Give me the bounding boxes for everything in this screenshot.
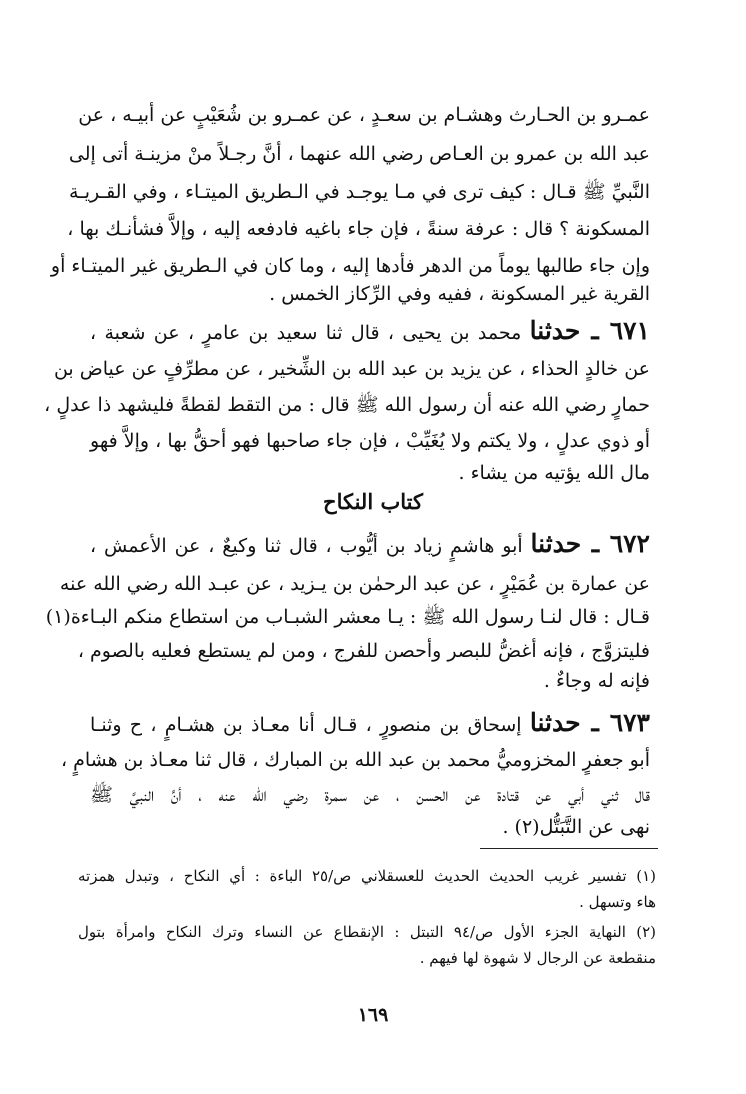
hadith-chain-text: إسحاق بن منصورٍ ، قـال أنا معـاذ بن هشـامٍ ، ح وثنـا <box>90 714 530 736</box>
hadith-heading-line <box>90 527 650 561</box>
hadith-chain-text: أبو هاشمٍ زياد بن أيُّوب ، قال ثنا وكيعٌ ، عن الأعمش ، <box>90 535 531 557</box>
footnote-line: (٢) النهاية الجزء الأول ص/٩٤ التبتل : الإنقطاع عن النساء وترك النكاح وامرأة بتول <box>78 923 657 941</box>
hadith-text-line: عمـرو بن الحـارث وهشـام بن سعـدٍ ، عن عمـرو بن شُعَيْبٍ عن أبيـه ، عن <box>78 104 650 126</box>
hadith-text-line: القرية غير المسكونة ، ففيه وفي الرِّكاز الخمس . <box>269 283 650 305</box>
hadith-text-line: أو ذوي عدلٍ ، ولا يكتم ولا يُغَيِّبْ ، فإن جاء صاحبها فهو أحقُّ بها ، وإلاَّ فهو <box>90 430 651 452</box>
hadith-heading-line <box>90 706 650 740</box>
chapter-title: كتاب النكاح <box>323 489 423 514</box>
hadith-text-line: حمارٍ رضي الله عنه أن رسول الله ﷺ قال : من التقط لقطةً فليشهد ذا عدلٍ ، <box>44 394 650 416</box>
hadith-text-line: عن عمارة بن عُمَيْرٍ ، عن عبد الرحمٰن بن يـزيد ، عن عبـد الله رضي الله عنه <box>59 573 650 595</box>
hadith-number: ٦٧٣ ـ حدثنا <box>529 708 650 737</box>
footnote-line: هاء وتسهل . <box>579 893 656 911</box>
hadith-text-line: أبو جعفرٍ المخزوميُّ محمد بن عبد الله بن المبارك ، قال ثنا معـاذ بن هشامٍ ، <box>60 749 650 771</box>
page-number: ١٦٩ <box>357 1004 389 1026</box>
hadith-text-line: المسكونة ؟ قال : عرفة سنةً ، فإن جاء باغيه فادفعه إليه ، وإلاَّ فشأنـك بها ، <box>67 218 650 240</box>
footnote-line: (١) تفسير غريب الحديث الحديث للعسقلاني ص/٢٥ الباءة : أي النكاح ، وتبدل همزته <box>78 867 656 885</box>
hadith-text-line: قال ثني أبي عن قتادة عن الحسن ، عن سمرة رضي الله عنه ، أنَّ النبيَّ ﷺ <box>90 784 650 806</box>
hadith-text-line: فإنه له وجاءٌ . <box>543 670 650 692</box>
hadith-number: ٦٧٢ ـ حدثنا <box>530 529 650 558</box>
hadith-text-line: قـال : قال لنـا رسول الله ﷺ : يـا معشر الشبـاب من استطاع منكم البـاءة(١) <box>45 606 650 628</box>
hadith-text-line: وإن جاء طالبها يوماً من الدهر فأدها إليه ، وما كان في الـطريق غير الميتـاء أو <box>50 255 650 277</box>
hadith-chain-text: محمد بن يحيى ، قال ثنا سعيد بن عامرٍ ، عن شعبة ، <box>90 322 530 344</box>
hadith-text-line: نهى عن التَّبَتُّل(٢) . <box>502 816 650 838</box>
hadith-text-line: عبد الله بن عمرو بن العـاص رضي الله عنهما ، أنَّ رجـلاً منْ مزينـة أتى إلى <box>68 143 650 165</box>
hadith-number: ٦٧١ ـ حدثنا <box>529 316 650 345</box>
hadith-text-line: فليتزوَّج ، فإنه أغضُّ للبصر وأحصن للفرج ، ومن لم يستطع فعليه بالصوم ، <box>77 640 650 662</box>
hadith-text-line: النَّبيِّ ﷺ قـال : كيف ترى في مـا يوجـد في الـطريق الميتـاء ، وفي القـريـة <box>68 181 650 203</box>
hadith-text-line: مال الله يؤتيه من يشاء . <box>458 462 650 484</box>
footnote-line: منقطعة عن الرجال لا شهوة لها فيهم . <box>419 949 656 967</box>
hadith-text-line: عن خالدٍ الحذاء ، عن يزيد بن عبد الله بن الشِّخير ، عن مطرِّفٍ عن عياض بن <box>53 358 650 380</box>
footnote-divider <box>480 848 658 849</box>
hadith-heading-line <box>90 314 650 348</box>
